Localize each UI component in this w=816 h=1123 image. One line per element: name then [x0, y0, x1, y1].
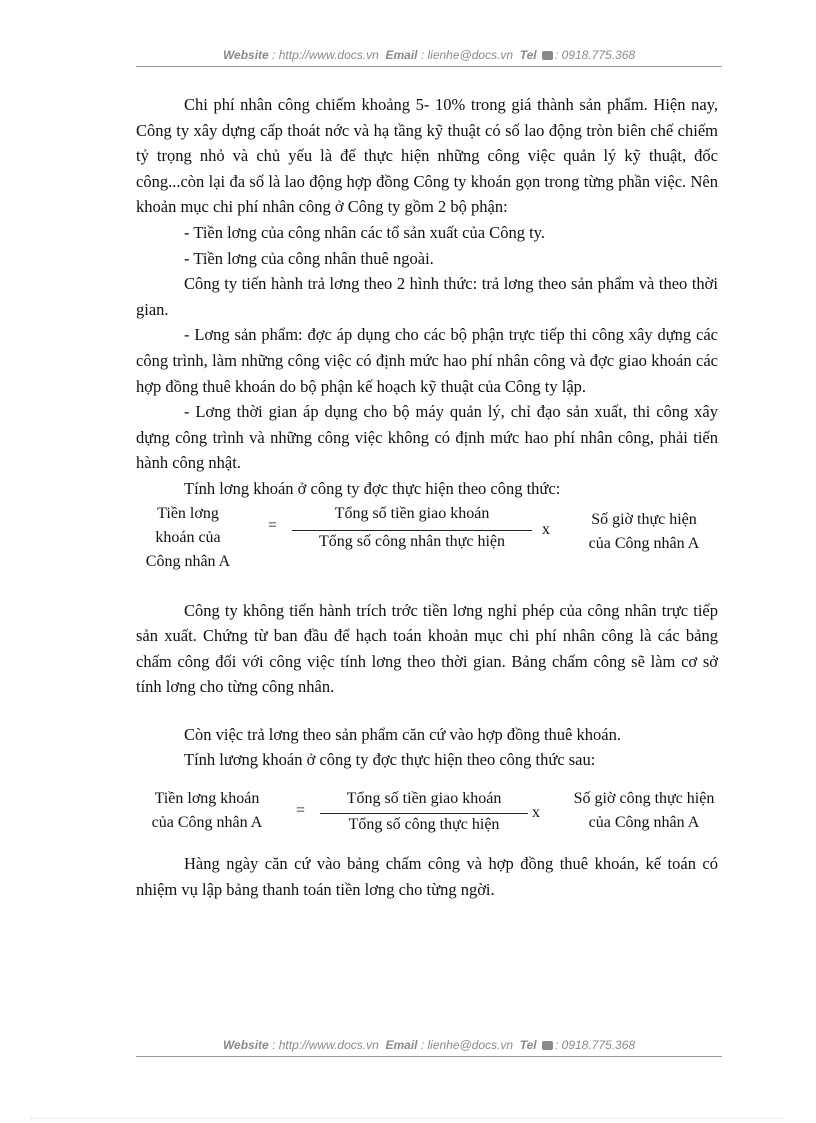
- formula-1-lhs-line: Công nhân A: [145, 552, 231, 570]
- page-footer: [136, 1038, 722, 1052]
- formula-1-equals: =: [268, 516, 278, 534]
- header-email-label: Email: [385, 48, 418, 62]
- header-website-url[interactable]: : http://www.docs.vn: [272, 48, 379, 62]
- formula-2-rhs-line: của Công nhân A: [588, 814, 700, 832]
- header-website-label: Website: [222, 48, 269, 62]
- formula-1-lhs: [128, 502, 248, 574]
- page-edge-divider: [30, 1118, 786, 1119]
- phone-icon: [542, 51, 553, 60]
- paragraph: Hàng ngày căn cứ vào bảng chấm công và hợp đồng thuê khoán, kế toán có nhiệm vụ lập bảng thanh toán tiền lơng cho từng ngời.: [136, 854, 718, 899]
- header-rule: [136, 66, 722, 67]
- footer-website-url[interactable]: : http://www.docs.vn: [272, 1038, 379, 1052]
- formula-1-lhs-line: khoán của: [155, 528, 221, 546]
- formula-2-rhs: [552, 787, 736, 835]
- footer-website-label: Website: [222, 1038, 269, 1052]
- formula-2-numerator: Tổng số tiền giao khoán: [346, 790, 502, 808]
- paragraph: - Tiền lơng của công nhân các tổ sản xuất của Công ty.: [184, 222, 545, 242]
- formula-2: [136, 787, 718, 851]
- formula-1-denominator: Tổng số công nhân thực hiện: [319, 532, 505, 550]
- paragraph: Tính lơng khoán ở công ty đợc thực hiện theo công thức:: [184, 478, 561, 498]
- formula-1: [136, 502, 718, 598]
- header-email-value[interactable]: : lienhe@docs.vn: [420, 48, 514, 62]
- footer-tel-value: : 0918.775.368: [554, 1038, 636, 1052]
- header-tel-value: : 0918.775.368: [554, 48, 636, 62]
- footer-tel-label: Tel: [519, 1038, 537, 1052]
- document-body: [136, 92, 718, 902]
- formula-1-lhs-line: Tiền lơng: [157, 504, 219, 522]
- formula-2-lhs-line: của Công nhân A: [151, 814, 263, 832]
- paragraph: - Lơng sản phẩm: đợc áp dụng cho các bộ phận trực tiếp thi công xây dựng các công trình, làm những công việc có định mức hao phí nhân công và đợc giao khoán các hợp đồng thuê khoán do bộ phận kế hoạch kỹ thuật của Công ty lập.: [136, 325, 718, 396]
- formula-1-numerator: Tổng số tiền giao khoán: [334, 504, 490, 522]
- formula-1-rhs: [564, 508, 724, 556]
- formula-1-rhs-line: Số giờ thực hiện: [591, 510, 697, 528]
- formula-2-lhs: [132, 787, 282, 835]
- formula-2-times: x: [532, 804, 540, 822]
- paragraph: - Tiền lơng của công nhân thuê ngoài.: [184, 248, 434, 268]
- paragraph: Công ty không tiến hành trích trớc tiền lơng nghỉ phép của công nhân trực tiếp sản xuất. Chứng từ ban đầu để hạch toán khoản mục chi phí nhân công là các bảng chấm công đối với công việc tính lơng theo thời gian. Bảng chấm công sẽ làm cơ sở tính lơng cho từng công nhân.: [136, 600, 718, 697]
- paragraph: - Lơng thời gian áp dụng cho bộ máy quản lý, chỉ đạo sản xuất, thi công xây dựng công trình và những công việc không có định mức hao phí nhân công, phải tiến hành công nhật.: [136, 402, 718, 473]
- footer-email-value[interactable]: : lienhe@docs.vn: [420, 1038, 514, 1052]
- page-header: [136, 48, 722, 62]
- formula-2-denominator: Tổng số công thực hiện: [348, 816, 500, 834]
- formula-2-equals: =: [296, 802, 306, 820]
- footer-email-label: Email: [385, 1038, 418, 1052]
- formula-2-lhs-line: Tiền lơng khoán: [154, 790, 260, 808]
- paragraph: Chi phí nhân công chiếm khoảng 5- 10% trong giá thành sản phẩm. Hiện nay, Công ty xây dựng cấp thoát nớc và hạ tầng kỹ thuật có số lao động tròn biên chế chiếm tỷ trọng nhỏ và chủ yếu là để thực hiện những công việc quản lý kỹ thuật, đốc công...còn lại đa số là lao động hợp đồng Công ty khoán gọn trong từng phần việc. Nên khoản mục chi phí nhân công ở Công ty gồm 2 bộ phận:: [136, 95, 718, 217]
- header-tel-label: Tel: [519, 48, 537, 62]
- phone-icon: [542, 1041, 553, 1050]
- formula-2-rhs-line: Số giờ công thực hiện: [573, 790, 715, 808]
- formula-1-times: x: [542, 520, 550, 538]
- formula-1-rhs-line: của Công nhân A: [588, 534, 700, 552]
- paragraph: Công ty tiến hành trả lơng theo 2 hình thức: trả lơng theo sản phẩm và theo thời gian.: [136, 274, 718, 319]
- footer-rule: [136, 1056, 722, 1057]
- paragraph: Còn việc trả lơng theo sản phẩm căn cứ vào hợp đồng thuê khoán.: [184, 724, 621, 744]
- paragraph: Tính lương khoán ở công ty đợc thực hiện theo công thức sau:: [184, 750, 596, 770]
